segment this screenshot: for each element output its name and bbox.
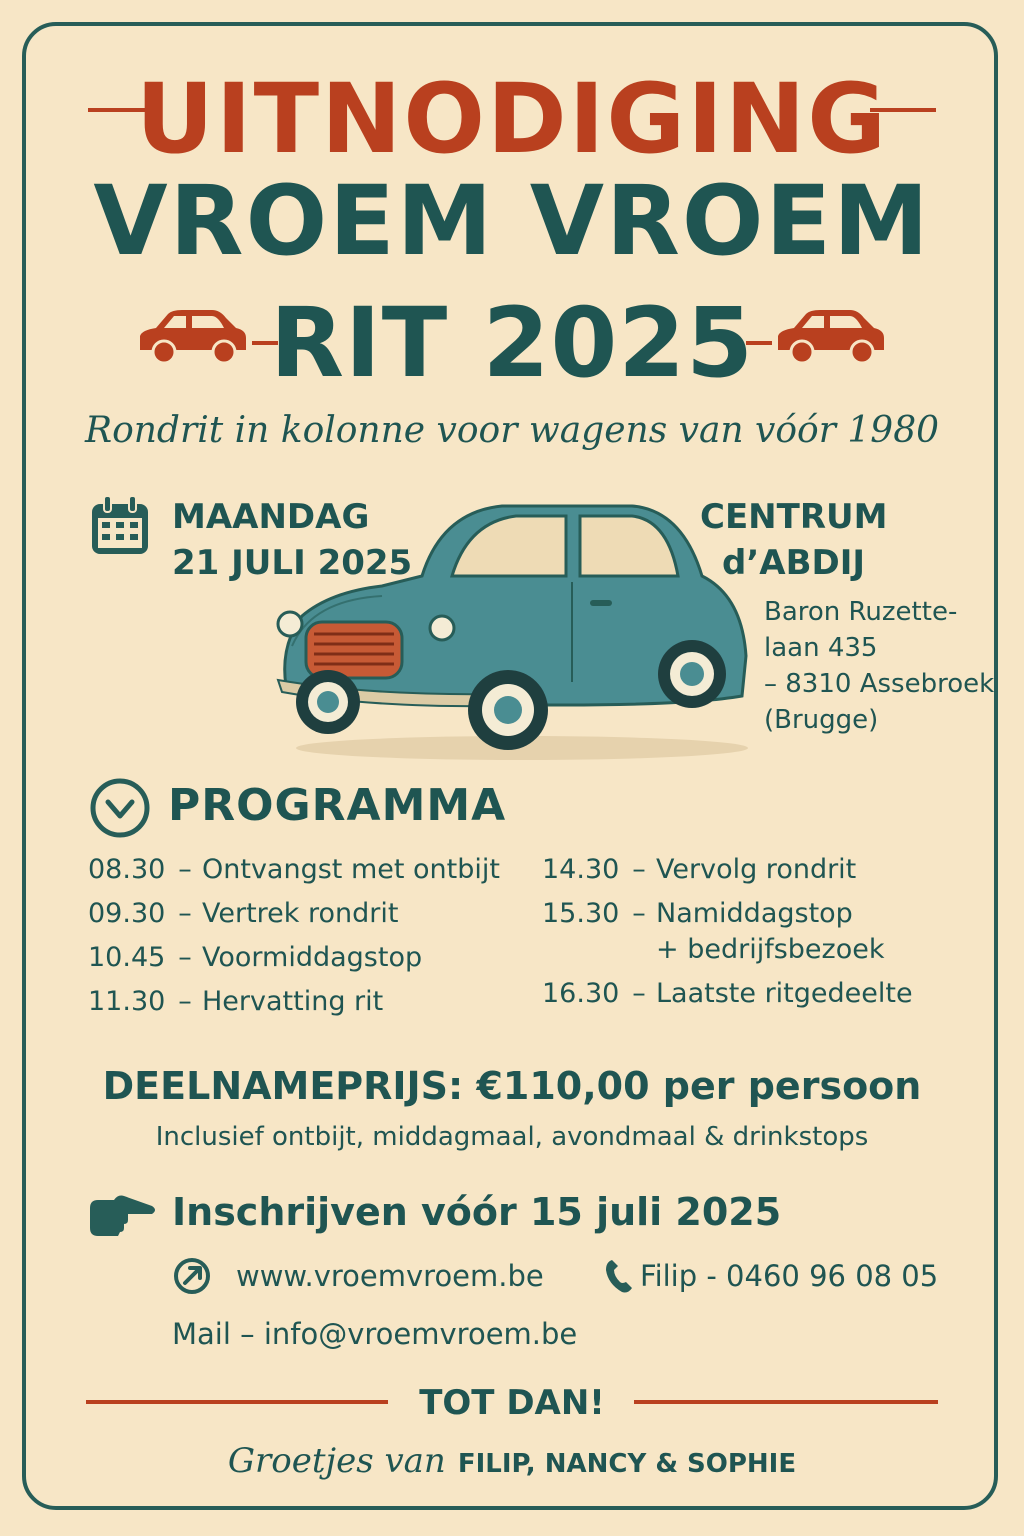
program-desc: Voormiddagstop bbox=[202, 942, 423, 973]
greeting-text: Groetjes van bbox=[227, 1441, 446, 1481]
clock-icon bbox=[88, 776, 152, 840]
event-date-value: 21 JULI 2025 bbox=[172, 543, 413, 583]
phone-icon bbox=[604, 1256, 634, 1296]
closing-text: TOT DAN! bbox=[419, 1383, 605, 1423]
program-time: 10.45 bbox=[88, 942, 166, 973]
price: DEELNAMEPRIJS: €110,00 per persoon bbox=[102, 1064, 922, 1108]
program-time: 15.30 bbox=[542, 898, 620, 929]
program-time: 08.30 bbox=[88, 854, 166, 885]
program-desc: Vertrek rondrit bbox=[202, 898, 399, 929]
program-item: 10.45 – Voormiddagstop bbox=[88, 940, 500, 976]
program-time: 11.30 bbox=[88, 986, 166, 1017]
pointing-hand-icon bbox=[88, 1190, 158, 1238]
program-desc: Laatste ritgedeelte bbox=[656, 978, 913, 1009]
event-day: MAANDAG bbox=[172, 497, 370, 537]
classic-car-illustration bbox=[272, 496, 762, 768]
program-title: PROGRAMMA bbox=[168, 780, 507, 831]
program-item-continuation: + bedrijfsbezoek bbox=[656, 934, 885, 965]
program-item: 11.30 – Hervatting rit bbox=[88, 984, 500, 1020]
program-item: 08.30 – Ontvangst met ontbijt bbox=[88, 852, 500, 888]
title-event-name: VROEM VROEM bbox=[93, 165, 931, 277]
program-desc: Hervatting rit bbox=[202, 986, 384, 1017]
program-desc: Ontvangst met ontbijt bbox=[202, 854, 500, 885]
greeting-names: FILIP, NANCY & SOPHIE bbox=[457, 1449, 797, 1479]
title-invitation: UITNODIGING bbox=[135, 63, 889, 175]
subtitle: Rondrit in kolonne voor wagens van vóór 1980 bbox=[84, 410, 940, 451]
greeting bbox=[0, 1436, 1024, 1489]
address-line: – 8310 Assebroek bbox=[764, 669, 995, 699]
program-item: 15.30 – Namiddagstop bbox=[542, 896, 913, 932]
venue-name bbox=[700, 494, 887, 586]
arrow-circle-icon bbox=[172, 1256, 212, 1296]
website-link[interactable]: www.vroemvroem.be bbox=[236, 1259, 544, 1293]
program-time: 16.30 bbox=[542, 978, 620, 1009]
venue-address bbox=[764, 594, 994, 738]
program-time: 14.30 bbox=[542, 854, 620, 885]
car-icon bbox=[772, 306, 890, 368]
program-right-column bbox=[542, 852, 913, 1012]
phone-link[interactable]: Filip - 0460 96 08 05 bbox=[640, 1259, 939, 1293]
calendar-icon bbox=[88, 494, 152, 558]
title-year: RIT 2025 bbox=[270, 287, 754, 399]
program-item: 16.30 – Laatste ritgedeelte bbox=[542, 976, 913, 1012]
price-note: Inclusief ontbijt, middagmaal, avondmaal & drinkstops bbox=[155, 1122, 869, 1152]
program-item: 09.30 – Vertrek rondrit bbox=[88, 896, 500, 932]
program-time: 09.30 bbox=[88, 898, 166, 929]
venue-line: CENTRUM bbox=[700, 497, 888, 537]
registration-deadline: Inschrijven vóór 15 juli 2025 bbox=[172, 1190, 782, 1234]
program-left-column bbox=[88, 852, 500, 1020]
program-desc: Vervolg rondrit bbox=[656, 854, 857, 885]
address-line: laan 435 bbox=[764, 633, 878, 663]
program-item: 14.30 – Vervolg rondrit bbox=[542, 852, 913, 888]
address-line: (Brugge) bbox=[764, 705, 879, 735]
address-line: Baron Ruzette- bbox=[764, 597, 958, 627]
program-desc: Namiddagstop bbox=[656, 898, 853, 929]
mail-link[interactable]: Mail – info@vroemvroem.be bbox=[172, 1317, 578, 1351]
car-icon bbox=[134, 306, 252, 368]
venue-line: d’ABDIJ bbox=[722, 543, 866, 583]
